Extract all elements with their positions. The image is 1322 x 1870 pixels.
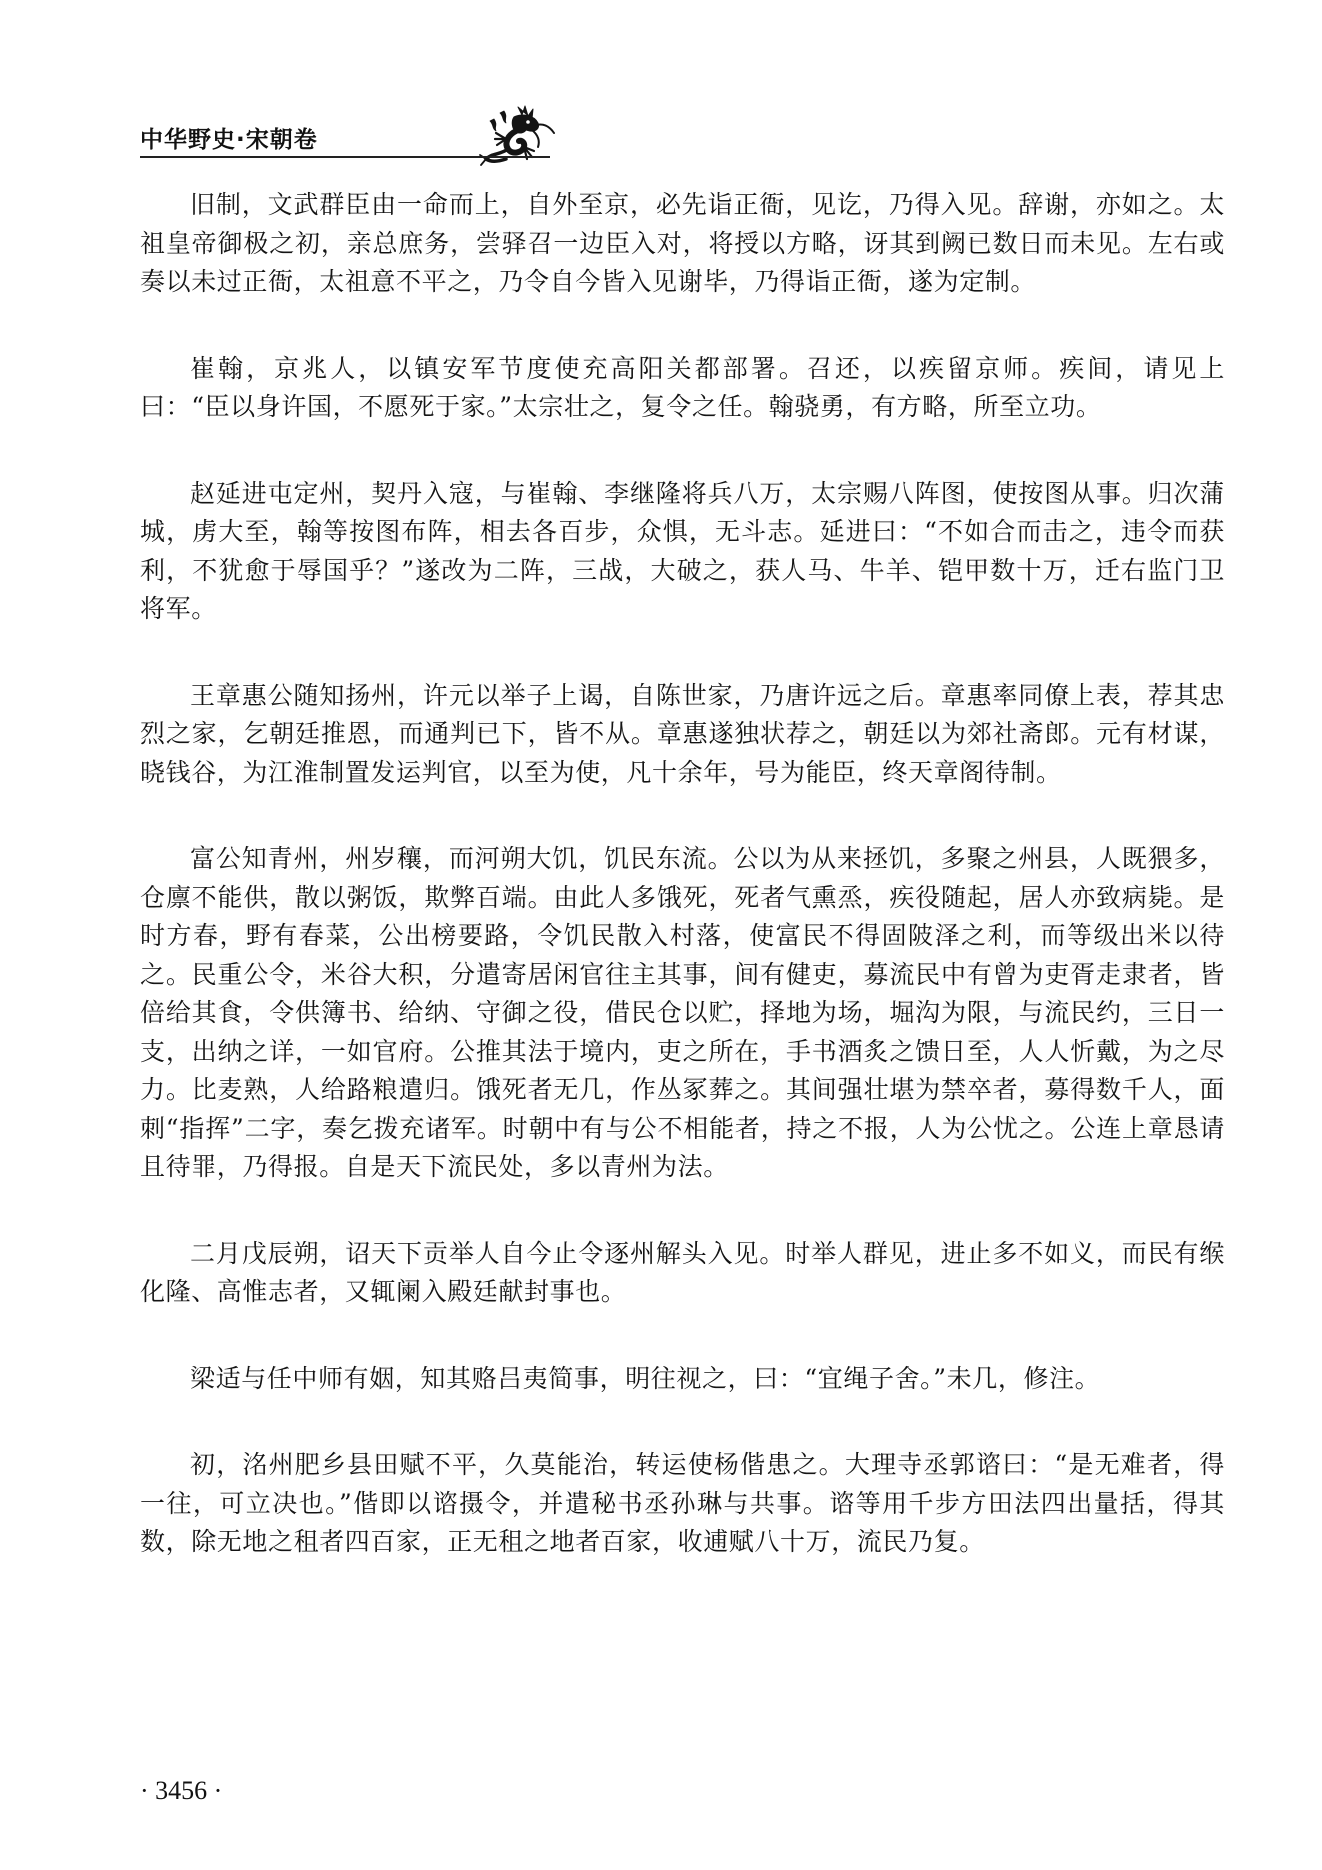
paragraph-7: 梁适与任中师有姻，知其赂吕夷简事，明往视之，曰：“宜绳子舍。”未几，修注。	[190, 1363, 1101, 1393]
body-text	[140, 186, 1225, 1562]
paragraph-5: 富公知青州，州岁穰，而河朔大饥，饥民东流。公以为从来拯饥，多聚之州县，人既猥多，仓廪不能供，散以粥饭，欺弊百端。由此人多饿死，死者气熏烝，疾役随起，居人亦致病毙。是时方春，野有春菜，公出榜要路，令饥民散入村落，使富民不得固陂泽之利，而等级出米以待之。民重公令，米谷大积，分遣寄居闲官往主其事，间有健吏，募流民中有曾为吏胥走隶者，皆倍给其食，令供簿书、给纳、守御之役，借民仓以贮，择地为场，堀沟为限，与流民约，三日一支，出纳之详，一如官府。公推其法于境内，吏之所在，手书酒炙之馈日至，人人忻戴，为之尽力。比麦熟，人给路粮遣归。饿死者无几，作丛冢葬之。其间强壮堪为禁卒者，募得数千人，面刺“指挥”二字，奏乞拨充诸军。时朝中有与公不相能者，持之不报，人为公忧之。公连上章恳请且待罪，乃得报。自是天下流民处，多以青州为法。	[140, 844, 1225, 1181]
book-title: 中华野史·宋朝卷	[140, 127, 318, 153]
paragraph-8: 初，洺州肥乡县田赋不平，久莫能治，转运使杨偕患之。大理寺丞郭谘曰：“是无难者，得一往，可立决也。”偕即以谘摄令，并遣秘书丞孙琳与共事。谘等用千步方田法四出量括，得其数，除无地之租者四百家，正无租之地者百家，收逋赋八十万，流民乃复。	[140, 1450, 1225, 1556]
paragraph-6: 二月戊辰朔，诏天下贡举人自今止令逐州解头入见。时举人群见，进止多不如义，而民有缑化隆、高惟志者，又辄阑入殿廷献封事也。	[140, 1238, 1225, 1306]
paragraph-1: 旧制，文武群臣由一命而上，自外至京，必先诣正衙，见讫，乃得入见。辞谢，亦如之。太祖皇帝御极之初，亲总庶务，尝驿召一边臣入对，将授以方略，讶其到阙已数日而未见。左右或奏以未过正衙，太祖意不平之，乃令自今皆入见谢毕，乃得诣正衙，遂为定制。	[140, 190, 1225, 296]
paragraph-4: 王章惠公随知扬州，许元以举子上谒，自陈世家，乃唐许远之后。章惠率同僚上表，荐其忠烈之家，乞朝廷推恩，而通判已下，皆不从。章惠遂独状荐之，朝廷以为郊社斋郎。元有材谋，晓钱谷，为江淮制置发运判官，以至为使，凡十余年，号为能臣，终天章阁待制。	[140, 680, 1225, 787]
header-rule	[140, 156, 550, 158]
page-number: · 3456 ·	[140, 1776, 223, 1805]
dragon-icon	[478, 103, 556, 169]
paragraph-2: 崔翰，京兆人，以镇安军节度使充高阳关都部署。召还，以疾留京师。疾间，请见上曰：“臣以身许国，不愿死于家。”太宗壮之，复令之任。翰骁勇，有方略，所至立功。	[140, 353, 1225, 421]
paragraph-3: 赵延进屯定州，契丹入寇，与崔翰、李继隆将兵八万，太宗赐八阵图，使按图从事。归次蒲城，虏大至，翰等按图布阵，相去各百步，众惧，无斗志。延进曰：“不如合而击之，违令而获利，不犹愈于辱国乎？”遂改为二阵，三战，大破之，获人马、牛羊、铠甲数十万，迁右监门卫将军。	[140, 478, 1225, 623]
